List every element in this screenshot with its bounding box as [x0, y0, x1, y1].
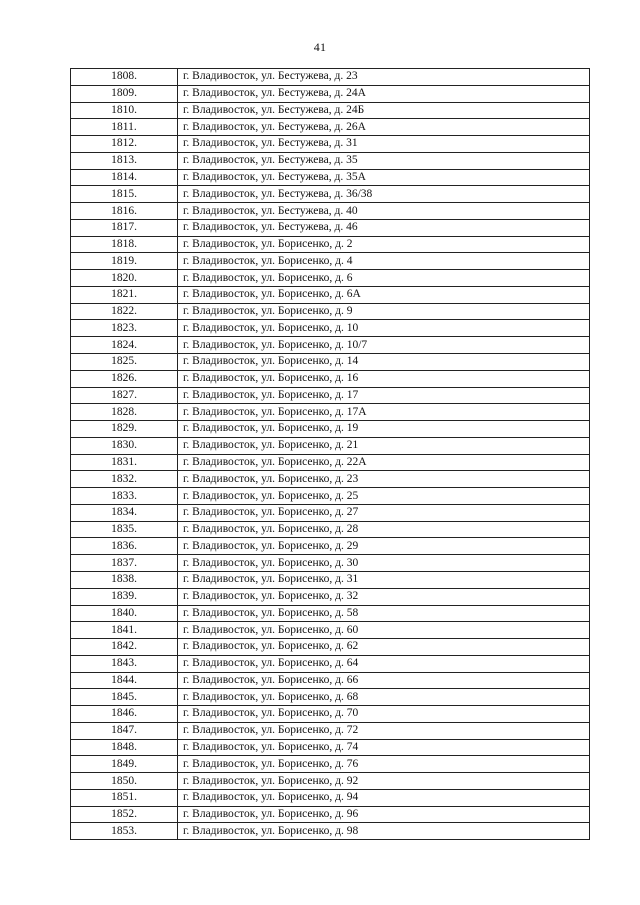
row-number: 1811. [71, 119, 178, 136]
table-row [71, 471, 590, 488]
row-address: г. Владивосток, ул. Бестужева, д. 40 [178, 203, 590, 220]
table-row [71, 404, 590, 421]
table-row [71, 521, 590, 538]
table-row [71, 437, 590, 454]
row-number: 1815. [71, 186, 178, 203]
row-number: 1832. [71, 471, 178, 488]
row-number: 1830. [71, 437, 178, 454]
table-row [71, 186, 590, 203]
table-row [71, 169, 590, 186]
table-row [71, 588, 590, 605]
row-address: г. Владивосток, ул. Борисенко, д. 74 [178, 739, 590, 756]
row-number: 1835. [71, 521, 178, 538]
row-address: г. Владивосток, ул. Борисенко, д. 94 [178, 789, 590, 806]
address-table [70, 68, 590, 840]
row-number: 1831. [71, 454, 178, 471]
table-row [71, 303, 590, 320]
row-number: 1827. [71, 387, 178, 404]
row-number: 1814. [71, 169, 178, 186]
row-number: 1828. [71, 404, 178, 421]
table-row [71, 689, 590, 706]
row-address: г. Владивосток, ул. Бестужева, д. 31 [178, 136, 590, 153]
row-address: г. Владивосток, ул. Борисенко, д. 66 [178, 672, 590, 689]
row-address: г. Владивосток, ул. Борисенко, д. 64 [178, 655, 590, 672]
row-address: г. Владивосток, ул. Борисенко, д. 23 [178, 471, 590, 488]
row-number: 1829. [71, 421, 178, 438]
table-row [71, 722, 590, 739]
table-row [71, 286, 590, 303]
table-row [71, 655, 590, 672]
table-row [71, 337, 590, 354]
row-address: г. Владивосток, ул. Борисенко, д. 4 [178, 253, 590, 270]
row-address: г. Владивосток, ул. Борисенко, д. 16 [178, 370, 590, 387]
row-number: 1838. [71, 571, 178, 588]
row-number: 1825. [71, 354, 178, 371]
row-address: г. Владивосток, ул. Борисенко, д. 72 [178, 722, 590, 739]
row-number: 1847. [71, 722, 178, 739]
table-row [71, 370, 590, 387]
table-row [71, 773, 590, 790]
page-number: 41 [313, 40, 327, 54]
row-address: г. Владивосток, ул. Борисенко, д. 27 [178, 504, 590, 521]
row-number: 1808. [71, 69, 178, 86]
row-number: 1850. [71, 773, 178, 790]
row-address: г. Владивосток, ул. Борисенко, д. 60 [178, 622, 590, 639]
row-number: 1820. [71, 270, 178, 287]
row-number: 1813. [71, 152, 178, 169]
row-address: г. Владивосток, ул. Борисенко, д. 29 [178, 538, 590, 555]
table-row [71, 823, 590, 840]
row-number: 1836. [71, 538, 178, 555]
row-address: г. Владивосток, ул. Бестужева, д. 36/38 [178, 186, 590, 203]
row-number: 1818. [71, 236, 178, 253]
row-address: г. Владивосток, ул. Борисенко, д. 62 [178, 639, 590, 656]
row-number: 1852. [71, 806, 178, 823]
table-row [71, 504, 590, 521]
row-number: 1817. [71, 219, 178, 236]
row-address: г. Владивосток, ул. Борисенко, д. 17А [178, 404, 590, 421]
row-address: г. Владивосток, ул. Бестужева, д. 35 [178, 152, 590, 169]
table-row [71, 789, 590, 806]
row-address: г. Владивосток, ул. Бестужева, д. 23 [178, 69, 590, 86]
table-row [71, 136, 590, 153]
table-row [71, 538, 590, 555]
row-number: 1833. [71, 488, 178, 505]
table-row [71, 69, 590, 86]
row-number: 1821. [71, 286, 178, 303]
row-number: 1841. [71, 622, 178, 639]
row-address: г. Владивосток, ул. Борисенко, д. 31 [178, 571, 590, 588]
row-address: г. Владивосток, ул. Бестужева, д. 26А [178, 119, 590, 136]
row-number: 1842. [71, 639, 178, 656]
row-address: г. Владивосток, ул. Борисенко, д. 14 [178, 354, 590, 371]
row-number: 1840. [71, 605, 178, 622]
row-address: г. Владивосток, ул. Бестужева, д. 24А [178, 85, 590, 102]
row-address: г. Владивосток, ул. Бестужева, д. 35А [178, 169, 590, 186]
row-number: 1846. [71, 706, 178, 723]
table-row [71, 739, 590, 756]
row-address: г. Владивосток, ул. Борисенко, д. 19 [178, 421, 590, 438]
row-address: г. Владивосток, ул. Борисенко, д. 6 [178, 270, 590, 287]
row-number: 1843. [71, 655, 178, 672]
table-row [71, 270, 590, 287]
row-address: г. Владивосток, ул. Борисенко, д. 25 [178, 488, 590, 505]
row-address: г. Владивосток, ул. Борисенко, д. 6А [178, 286, 590, 303]
row-address: г. Владивосток, ул. Борисенко, д. 58 [178, 605, 590, 622]
table-row [71, 203, 590, 220]
row-address: г. Владивосток, ул. Борисенко, д. 70 [178, 706, 590, 723]
row-address: г. Владивосток, ул. Борисенко, д. 68 [178, 689, 590, 706]
row-number: 1848. [71, 739, 178, 756]
row-number: 1849. [71, 756, 178, 773]
row-address: г. Владивосток, ул. Борисенко, д. 28 [178, 521, 590, 538]
row-address: г. Владивосток, ул. Борисенко, д. 32 [178, 588, 590, 605]
row-address: г. Владивосток, ул. Бестужева, д. 24Б [178, 102, 590, 119]
row-address: г. Владивосток, ул. Борисенко, д. 92 [178, 773, 590, 790]
row-address: г. Владивосток, ул. Борисенко, д. 10 [178, 320, 590, 337]
row-number: 1810. [71, 102, 178, 119]
row-address: г. Владивосток, ул. Борисенко, д. 10/7 [178, 337, 590, 354]
table-row [71, 119, 590, 136]
row-number: 1822. [71, 303, 178, 320]
table-row [71, 756, 590, 773]
row-address: г. Владивосток, ул. Бестужева, д. 46 [178, 219, 590, 236]
row-address: г. Владивосток, ул. Борисенко, д. 2 [178, 236, 590, 253]
table-row [71, 236, 590, 253]
row-number: 1809. [71, 85, 178, 102]
table-row [71, 85, 590, 102]
row-number: 1816. [71, 203, 178, 220]
row-address: г. Владивосток, ул. Борисенко, д. 22А [178, 454, 590, 471]
row-address: г. Владивосток, ул. Борисенко, д. 17 [178, 387, 590, 404]
table-row [71, 102, 590, 119]
table-row [71, 555, 590, 572]
row-number: 1844. [71, 672, 178, 689]
row-number: 1826. [71, 370, 178, 387]
row-address: г. Владивосток, ул. Борисенко, д. 21 [178, 437, 590, 454]
table-row [71, 571, 590, 588]
table-row [71, 488, 590, 505]
row-address: г. Владивосток, ул. Борисенко, д. 98 [178, 823, 590, 840]
table-row [71, 219, 590, 236]
row-address: г. Владивосток, ул. Борисенко, д. 96 [178, 806, 590, 823]
table-row [71, 387, 590, 404]
table-body [71, 69, 590, 840]
table-row [71, 806, 590, 823]
row-number: 1837. [71, 555, 178, 572]
table-row [71, 706, 590, 723]
row-number: 1834. [71, 504, 178, 521]
row-number: 1851. [71, 789, 178, 806]
row-number: 1845. [71, 689, 178, 706]
table-row [71, 454, 590, 471]
table-row [71, 320, 590, 337]
table-row [71, 605, 590, 622]
table-row [71, 354, 590, 371]
row-number: 1819. [71, 253, 178, 270]
row-number: 1823. [71, 320, 178, 337]
row-number: 1853. [71, 823, 178, 840]
table-row [71, 622, 590, 639]
table-row [71, 672, 590, 689]
table-row [71, 639, 590, 656]
table-row [71, 253, 590, 270]
row-address: г. Владивосток, ул. Борисенко, д. 76 [178, 756, 590, 773]
row-address: г. Владивосток, ул. Борисенко, д. 30 [178, 555, 590, 572]
row-number: 1824. [71, 337, 178, 354]
table-row [71, 421, 590, 438]
row-number: 1839. [71, 588, 178, 605]
row-number: 1812. [71, 136, 178, 153]
table-row [71, 152, 590, 169]
row-address: г. Владивосток, ул. Борисенко, д. 9 [178, 303, 590, 320]
